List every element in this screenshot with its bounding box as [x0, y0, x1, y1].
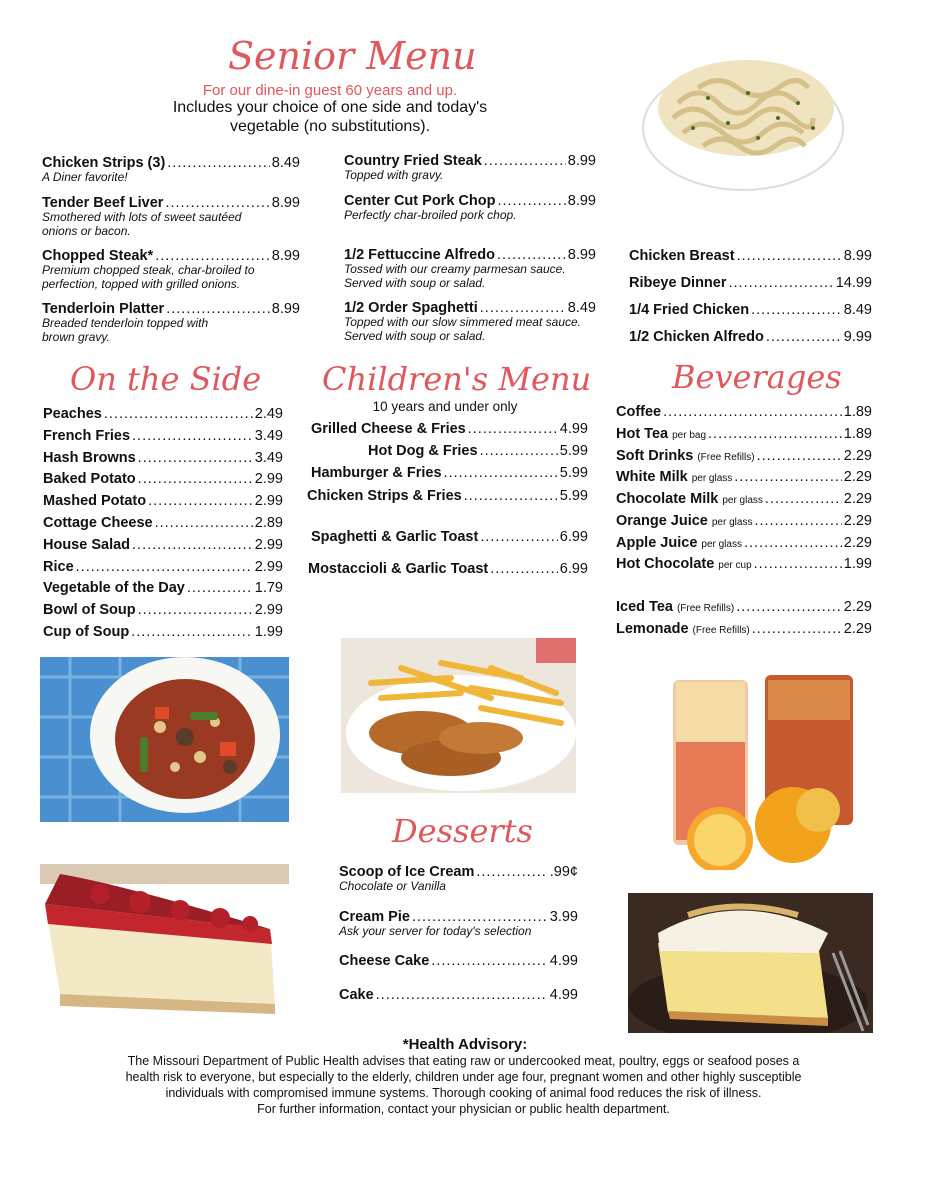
children-item: [307, 488, 588, 504]
leader-dots: [155, 248, 270, 264]
item-price: 1.99: [254, 624, 283, 640]
leader-dots: [444, 465, 558, 481]
leader-dots: [754, 556, 842, 572]
item-price: 8.99: [567, 193, 596, 209]
leader-dots: [148, 493, 253, 509]
senior-item: [629, 248, 872, 264]
item-name: Spaghetti & Garlic Toast: [311, 529, 479, 545]
health-advisory-line: For further information, contact your physician or public health department.: [257, 1102, 670, 1116]
item-price: 2.29: [843, 491, 872, 507]
beverage-item: [616, 469, 872, 485]
leader-dots: [490, 561, 558, 577]
side-item: [43, 471, 283, 487]
leader-dots: [412, 909, 548, 925]
item-name: Ribeye Dinner: [629, 275, 727, 291]
senior-item: [344, 300, 596, 343]
item-price: 8.99: [271, 248, 300, 264]
item-price: 2.89: [254, 515, 283, 531]
leader-dots: [132, 537, 253, 553]
item-price: 6.99: [559, 529, 588, 545]
item-note: (Free Refills): [692, 625, 750, 636]
senior-item: [344, 193, 596, 223]
leader-dots: [751, 302, 842, 318]
leader-dots: [138, 471, 253, 487]
item-name: Mashed Potato: [43, 493, 147, 510]
soup-photo: [40, 657, 289, 822]
item-name: White Milk: [616, 469, 688, 485]
item-description: Perfectly char-broiled pork chop.: [344, 208, 517, 222]
fettuccine-photo: [628, 48, 850, 196]
item-name: Cheese Cake: [339, 953, 430, 969]
leader-dots: [104, 406, 253, 422]
beverage-item: [616, 426, 872, 442]
desserts-title: Desserts: [392, 812, 533, 850]
item-description: A Diner favorite!: [42, 170, 128, 184]
item-price: 3.49: [254, 449, 283, 466]
leader-dots: [484, 153, 566, 169]
item-description: Smothered with lots of sweet sautéed onions or bacon.: [42, 210, 242, 238]
item-note: per glass: [691, 473, 733, 484]
leader-dots: [431, 953, 547, 969]
item-name: Chicken Strips (3): [42, 155, 166, 171]
dessert-item: [339, 864, 578, 894]
item-price: 2.49: [254, 406, 283, 422]
item-price: 2.29: [843, 621, 872, 637]
senior-item: [344, 153, 596, 183]
item-price: 1.89: [843, 426, 872, 442]
item-price: 1.89: [843, 404, 872, 420]
item-price: 3.99: [549, 909, 578, 925]
health-advisory-line: individuals with compromised immune systems. Thorough cooking of animal food reduces the risk of illness.: [165, 1086, 762, 1100]
item-name: Hamburger & Fries: [311, 465, 442, 481]
beverage-item: [616, 535, 872, 551]
leader-dots: [131, 624, 253, 640]
item-price: 5.99: [559, 443, 588, 459]
beverage-item: [616, 448, 872, 464]
item-price: 2.99: [254, 536, 283, 553]
leader-dots: [480, 300, 566, 316]
leader-dots: [76, 559, 253, 575]
senior-menu-note-1: Includes your choice of one side and today's: [172, 99, 488, 116]
leader-dots: [736, 599, 842, 615]
item-price: 14.99: [835, 275, 872, 291]
item-name: 1/2 Fettuccine Alfredo: [344, 247, 495, 263]
item-name: Chicken Strips & Fries: [307, 488, 462, 504]
beverage-item: [616, 491, 872, 507]
beverage-item: [616, 621, 872, 637]
leader-dots: [165, 195, 269, 211]
item-name: Orange Juice: [616, 513, 708, 529]
health-advisory-line: health risk to everyone, but especially to the elderly, children under age four, pregnant women and other highly susceptible: [125, 1070, 802, 1084]
beverages-title: Beverages: [672, 358, 842, 396]
children-item: [311, 465, 588, 481]
item-description: Breaded tenderloin topped with brown gravy.: [42, 316, 209, 344]
leader-dots: [166, 301, 270, 317]
side-item: [43, 493, 283, 509]
leader-dots: [708, 426, 842, 442]
item-name: Tender Beef Liver: [42, 195, 164, 211]
side-item: [43, 450, 283, 466]
item-name: Peaches: [43, 406, 102, 422]
item-price: 8.49: [843, 302, 872, 318]
item-price: 1.99: [843, 556, 872, 572]
item-note: per glass: [711, 517, 753, 528]
item-name: French Fries: [43, 427, 131, 444]
senior-item: [629, 302, 872, 318]
leader-dots: [187, 580, 253, 596]
item-description: Topped with gravy.: [344, 168, 444, 182]
item-name: 1/2 Chicken Alfredo: [629, 329, 764, 345]
leader-dots: [132, 428, 253, 444]
cheesecake-photo: [40, 864, 289, 1029]
side-item: [43, 559, 283, 575]
senior-item: [629, 275, 872, 291]
item-name: House Salad: [43, 536, 131, 553]
item-name: Chicken Breast: [629, 248, 735, 264]
leader-dots: [737, 248, 842, 264]
item-price: 8.99: [567, 153, 596, 169]
side-item: [43, 406, 283, 422]
item-price: 8.49: [271, 155, 300, 171]
item-name: Iced Tea: [616, 599, 673, 615]
leader-dots: [138, 450, 253, 466]
item-price: .99¢: [549, 864, 578, 880]
item-name: Coffee: [616, 404, 662, 420]
item-price: 4.99: [549, 987, 578, 1003]
item-note: per cup: [718, 560, 752, 571]
leader-dots: [766, 329, 842, 345]
item-name: Cake: [339, 987, 374, 1003]
senior-menu-subtitle: For our dine-in guest 60 years and up.: [202, 82, 458, 99]
item-name: 1/4 Fried Chicken: [629, 302, 750, 318]
leader-dots: [468, 421, 558, 437]
item-note: per bag: [672, 430, 707, 441]
leader-dots: [744, 535, 842, 551]
item-note: (Free Refills): [697, 452, 755, 463]
item-price: 2.29: [843, 599, 872, 615]
item-name: Center Cut Pork Chop: [344, 193, 496, 209]
dessert-item: [339, 987, 578, 1003]
health-advisory-line: The Missouri Department of Public Health advises that eating raw or undercooked meat, poultry, eggs or seafood poses a: [127, 1054, 800, 1068]
item-price: 1.79: [254, 580, 283, 597]
item-price: 6.99: [559, 561, 588, 577]
leader-dots: [734, 469, 841, 485]
item-price: 3.49: [254, 427, 283, 444]
beverage-item: [616, 599, 872, 615]
item-price: 2.99: [254, 602, 283, 619]
item-price: 8.99: [271, 195, 300, 211]
item-description: Chocolate or Vanilla: [339, 879, 446, 893]
leader-dots: [376, 987, 548, 1003]
leader-dots: [663, 404, 842, 420]
children-item: [311, 529, 588, 545]
senior-item: [344, 247, 596, 290]
item-name: Cream Pie: [339, 909, 410, 925]
side-item: [43, 624, 283, 640]
item-note: per glass: [722, 495, 763, 506]
item-price: 8.99: [567, 247, 596, 263]
leader-dots: [480, 443, 558, 459]
leader-dots: [754, 513, 841, 529]
dessert-item: [339, 953, 578, 969]
dessert-item: [339, 909, 578, 939]
item-name: Soft Drinks: [616, 448, 694, 464]
children-item: [308, 561, 588, 577]
leader-dots: [155, 515, 253, 531]
item-name: Lemonade: [616, 621, 689, 637]
item-name: Bowl of Soup: [43, 602, 136, 619]
senior-item: [42, 248, 300, 291]
item-price: 2.99: [254, 471, 283, 488]
side-item: [43, 428, 283, 444]
item-name: Chopped Steak*: [42, 248, 154, 264]
children-subtitle: 10 years and under only: [372, 399, 518, 414]
item-name: 1/2 Order Spaghetti: [344, 300, 478, 316]
sides-title: On the Side: [70, 360, 262, 398]
item-name: Rice: [43, 558, 74, 575]
item-name: Grilled Cheese & Fries: [311, 421, 466, 437]
leader-dots: [464, 488, 558, 504]
children-item: [311, 421, 588, 437]
cream-pie-photo: [628, 893, 873, 1033]
item-name: Tenderloin Platter: [42, 301, 165, 317]
leader-dots: [497, 247, 566, 263]
item-name: Hash Browns: [43, 449, 136, 466]
item-note: (Free Refills): [676, 603, 735, 614]
beverage-item: [616, 513, 872, 529]
leader-dots: [729, 275, 834, 291]
beverage-item: [616, 404, 872, 420]
item-name: Mostaccioli & Garlic Toast: [308, 561, 489, 577]
item-note: per glass: [701, 539, 742, 550]
item-name: Country Fried Steak: [344, 153, 482, 169]
item-price: 8.99: [271, 301, 300, 317]
item-name: Apple Juice: [616, 535, 698, 551]
senior-menu-note-2: vegetable (no substitutions).: [229, 118, 431, 135]
item-description: Topped with our slow simmered meat sauce. Served with soup or salad.: [344, 315, 581, 343]
side-item: [43, 580, 283, 596]
side-item: [43, 537, 283, 553]
senior-item: [629, 329, 872, 345]
item-price: 9.99: [843, 329, 872, 345]
item-description: Premium chopped steak, char-broiled to perfection, topped with grilled onions.: [42, 263, 255, 291]
health-advisory-title: *Health Advisory:: [402, 1036, 528, 1053]
senior-item: [42, 155, 300, 185]
children-menu-title: Children's Menu: [322, 360, 592, 398]
senior-item: [42, 301, 300, 344]
item-name: Hot Dog & Fries: [368, 443, 478, 459]
item-name: Cottage Cheese: [43, 515, 153, 531]
item-name: Baked Potato: [43, 471, 136, 488]
leader-dots: [757, 448, 842, 464]
leader-dots: [480, 529, 557, 545]
item-price: 4.99: [549, 953, 578, 969]
item-price: 2.99: [254, 558, 283, 575]
item-price: 2.29: [843, 448, 872, 464]
drinks-photo: [668, 660, 873, 870]
item-price: 2.99: [254, 493, 283, 510]
item-name: Cup of Soup: [43, 624, 130, 640]
chicken-strips-photo: [341, 638, 576, 793]
senior-item: [42, 195, 300, 238]
leader-dots: [167, 155, 269, 171]
children-item: [368, 443, 588, 459]
item-name: Hot Chocolate: [616, 556, 715, 572]
item-price: 8.49: [567, 300, 596, 316]
item-price: 5.99: [559, 488, 588, 504]
item-price: 8.99: [843, 248, 872, 264]
item-price: 2.29: [843, 513, 872, 529]
item-name: Chocolate Milk: [616, 491, 719, 507]
side-item: [43, 515, 283, 531]
item-description: Ask your server for today's selection: [339, 924, 532, 938]
item-price: 2.29: [843, 535, 872, 551]
item-name: Scoop of Ice Cream: [339, 864, 475, 880]
leader-dots: [476, 864, 547, 880]
item-name: Hot Tea: [616, 426, 669, 442]
leader-dots: [765, 491, 842, 507]
leader-dots: [497, 193, 565, 209]
side-item: [43, 602, 283, 618]
item-price: 2.29: [843, 469, 872, 485]
item-price: 5.99: [559, 465, 588, 481]
item-description: Tossed with our creamy parmesan sauce. Served with soup or salad.: [344, 262, 566, 290]
item-name: Vegetable of the Day: [43, 580, 185, 597]
item-price: 4.99: [559, 421, 588, 437]
beverage-item: [616, 556, 872, 572]
senior-menu-title: Senior Menu: [228, 34, 477, 78]
leader-dots: [138, 602, 253, 618]
leader-dots: [752, 621, 842, 637]
